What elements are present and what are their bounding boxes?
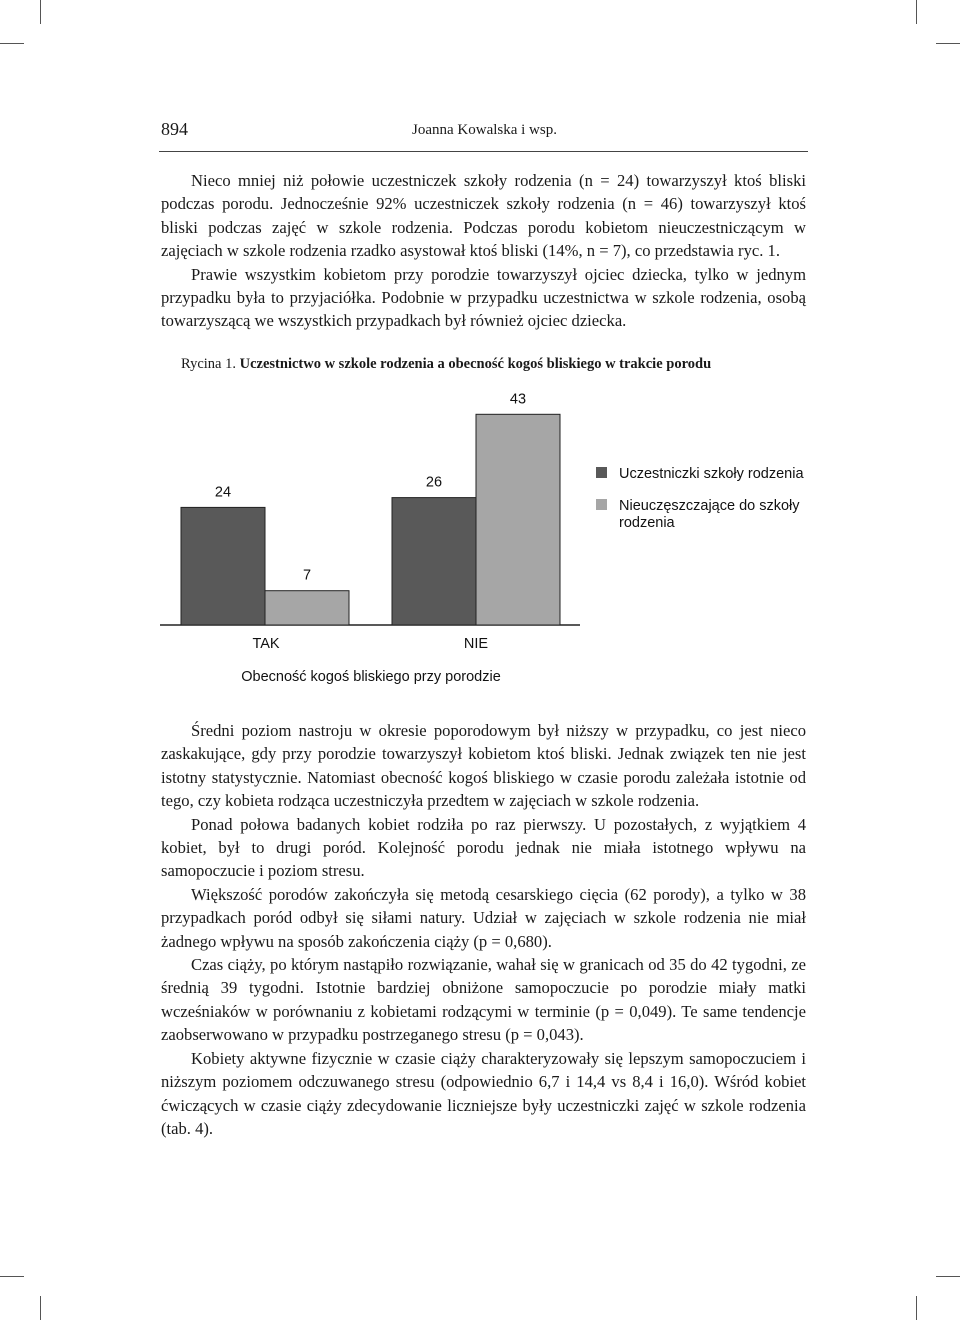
figure-title: Uczestnictwo w szkole rodzenia a obecność kogoś bliskiego w trakcie porodu xyxy=(239,356,712,372)
page-number: 894 xyxy=(161,119,188,139)
paragraph: Prawie wszystkim kobietom przy porodzie towarzyszył ojciec dziecka, tylko w jednym przypadku była to przyjaciółka. Podobnie w przypadku uczestnictwa w szkole rodzenia, osobą towarzyszącą we wszystkich przypadkach był również ojciec dziecka. xyxy=(161,264,806,331)
x-axis-label: Obecność kogoś bliskiego przy porodzie xyxy=(241,669,501,685)
bar-nie-series-2 xyxy=(476,414,560,625)
figure-label: Rycina 1. xyxy=(181,356,236,372)
crop-mark xyxy=(936,1276,960,1277)
data-label: 43 xyxy=(509,391,527,408)
legend-swatch xyxy=(596,499,607,510)
legend-swatch xyxy=(596,467,607,478)
crop-mark xyxy=(916,1296,917,1320)
x-tick-label: TAK xyxy=(252,636,280,652)
body-text-bottom xyxy=(161,719,806,1140)
bar-tak-series-1 xyxy=(181,507,265,625)
paragraph: Ponad połowa badanych kobiet rodziła po raz pierwszy. U pozostałych, z wyjątkiem 4 kobiet, był to drugi poród. Kolejność porodu jednak nie miała istotnego wpływu na samopoczucie i poziom stresu. xyxy=(161,814,806,881)
paragraph: Czas ciąży, po którym nastąpiło rozwiązanie, wahał się w granicach od 35 do 42 tygodni, ze średnią 39 tygodni. Istotnie bardziej obniżone samopoczucie po porodzie miały matki wcześniaków w porównaniu z kobietami rodzącymi w terminie (p = 0,049). Te same tendencje zaobserwowano w przypadku postrzeganego stresu (p = 0,043). xyxy=(161,955,806,1045)
running-head: Joanna Kowalska i wsp. xyxy=(412,122,557,138)
paragraph: Średni poziom nastroju w okresie poporodowym był niższy w przypadku, co jest nieco zaskakujące, gdy przy porodzie towarzyszył kobietom ktoś bliski. Jednak związek ten nie jest istotny statystycznie. Natomiast obecność kogoś bliskiego w czasie porodu zależała istotnie od tego, czy kobieta rodząca uczestniczyła przedtem w zajęciach w szkole rodzenia. xyxy=(161,721,806,811)
x-tick-label: NIE xyxy=(463,636,489,652)
data-label: 7 xyxy=(302,567,312,584)
paragraph: Kobiety aktywne fizycznie w czasie ciąży charakteryzowały się lepszym samopoczuciem i niższym poziomem odczuwanego stresu (odpowiednio 6,7 i 14,4 vs 8,4 i 16,0). Wśród kobiet ćwiczących w czasie ciąży zdecydowanie liczniejsze były uczestniczki zajęć w szkole rodzenia (tab. 4). xyxy=(161,1048,806,1138)
paragraph: Większość porodów zakończyła się metodą cesarskiego cięcia (62 porody), a tylko w 38 przypadkach poród odbył się siłami natury. Udział w zajęciach w szkole rodzenia nie miał żadnego wpływu na sposób zakończenia ciąży (p = 0,680). xyxy=(161,884,806,951)
bar-nie-series-1 xyxy=(392,498,476,625)
legend-label: Nieuczęszczające do szkoły rodzenia xyxy=(619,498,800,531)
paragraph: Nieco mniej niż połowie uczestniczek szkoły rodzenia (n = 24) towarzyszył ktoś bliski podczas porodu. Jednocześnie 92% uczestniczek szkoły rodzenia (n = 46) towarzyszył ktoś bliski podczas zajęć w szkole rodzenia. Podczas porodu kobietom nieuczestniczącym w zajęciach w szkole rodzenia rzadko asystował ktoś bliski (14%, n = 7), co przedstawia ryc. 1. xyxy=(161,171,806,261)
bar-tak-series-2 xyxy=(265,591,349,625)
crop-mark xyxy=(40,1296,41,1320)
data-label: 26 xyxy=(425,474,443,491)
crop-mark xyxy=(0,1276,24,1277)
data-label: 24 xyxy=(214,484,232,501)
legend-label: Uczestniczki szkoły rodzenia xyxy=(619,466,804,482)
